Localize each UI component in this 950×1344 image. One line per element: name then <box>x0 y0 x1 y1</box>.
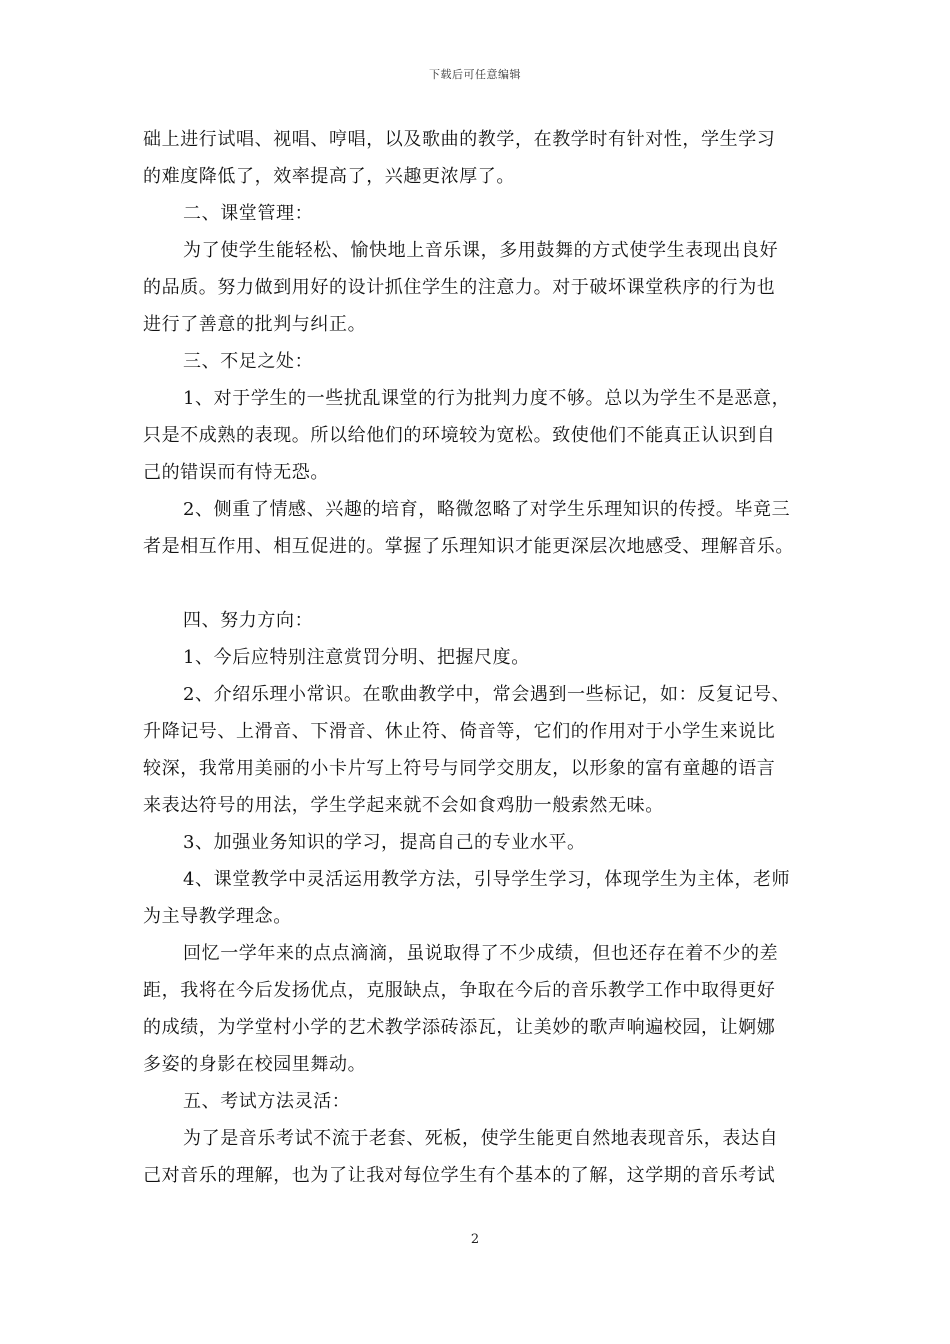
text-line: 己的错误而有恃无恐。 <box>143 462 329 483</box>
text-line: 4、课堂教学中灵活运用教学方法，引导学生学习，体现学生为主体，老师 <box>183 869 791 890</box>
text-line: 2、介绍乐理小常识。在歌曲教学中，常会遇到一些标记，如：反复记号、 <box>183 684 791 705</box>
text-line: 2、侧重了情感、兴趣的培育，略微忽略了对学生乐理知识的传授。毕竟三 <box>183 499 791 520</box>
text-line: 五、考试方法灵活： <box>183 1091 351 1112</box>
text-line: 只是不成熟的表现。所以给他们的环境较为宽松。致使他们不能真正认识到自 <box>143 425 776 446</box>
text-line: 为了是音乐考试不流于老套、死板，使学生能更自然地表现音乐，表达自 <box>183 1128 779 1149</box>
document-body <box>143 121 813 1194</box>
text-line: 距，我将在今后发扬优点，克服缺点，争取在今后的音乐教学工作中取得更好 <box>143 980 776 1001</box>
text-line: 进行了善意的批判与纠正。 <box>143 314 367 335</box>
text-line: 回忆一学年来的点点滴滴，虽说取得了不少成绩，但也还存在着不少的差 <box>183 943 779 964</box>
text-line: 的品质。努力做到用好的设计抓住学生的注意力。对于破坏课堂秩序的行为也 <box>143 277 776 298</box>
text-line: 的难度降低了，效率提高了，兴趣更浓厚了。 <box>143 166 515 187</box>
text-line: 升降记号、上滑音、下滑音、休止符、倚音等，它们的作用对于小学生来说比 <box>143 721 776 742</box>
text-line: 多姿的身影在校园里舞动。 <box>143 1054 367 1075</box>
text-line: 为主导教学理念。 <box>143 906 292 927</box>
text-line: 3、加强业务知识的学习，提高自己的专业水平。 <box>183 832 586 853</box>
text-line: 二、课堂管理： <box>183 203 314 224</box>
text-line: 1、对于学生的一些扰乱课堂的行为批判力度不够。总以为学生不是恶意， <box>183 388 791 409</box>
text-line: 较深，我常用美丽的小卡片写上符号与同学交朋友，以形象的富有童趣的语言 <box>143 758 776 779</box>
text-line: 为了使学生能轻松、愉快地上音乐课，多用鼓舞的方式使学生表现出良好 <box>183 240 779 261</box>
text-line: 己对音乐的理解，也为了让我对每位学生有个基本的了解，这学期的音乐考试 <box>143 1165 776 1186</box>
blank-line <box>143 565 813 602</box>
text-line: 1、今后应特别注意赏罚分明、把握尺度。 <box>183 647 530 668</box>
text-line: 三、不足之处： <box>183 351 314 372</box>
text-line: 的成绩，为学堂村小学的艺术教学添砖添瓦，让美妙的歌声响遍校园，让婀娜 <box>143 1017 776 1038</box>
text-line: 来表达符号的用法，学生学起来就不会如食鸡肋一般索然无味。 <box>143 795 664 816</box>
text-line: 四、努力方向： <box>183 610 314 631</box>
page-header: 下载后可任意编辑 <box>429 68 521 81</box>
text-line: 者是相互作用、相互促进的。掌握了乐理知识才能更深层次地感受、理解音乐。 <box>143 536 794 557</box>
text-line: 础上进行试唱、视唱、哼唱，以及歌曲的教学，在教学时有针对性，学生学习 <box>143 129 776 150</box>
page-number: 2 <box>470 1232 480 1247</box>
